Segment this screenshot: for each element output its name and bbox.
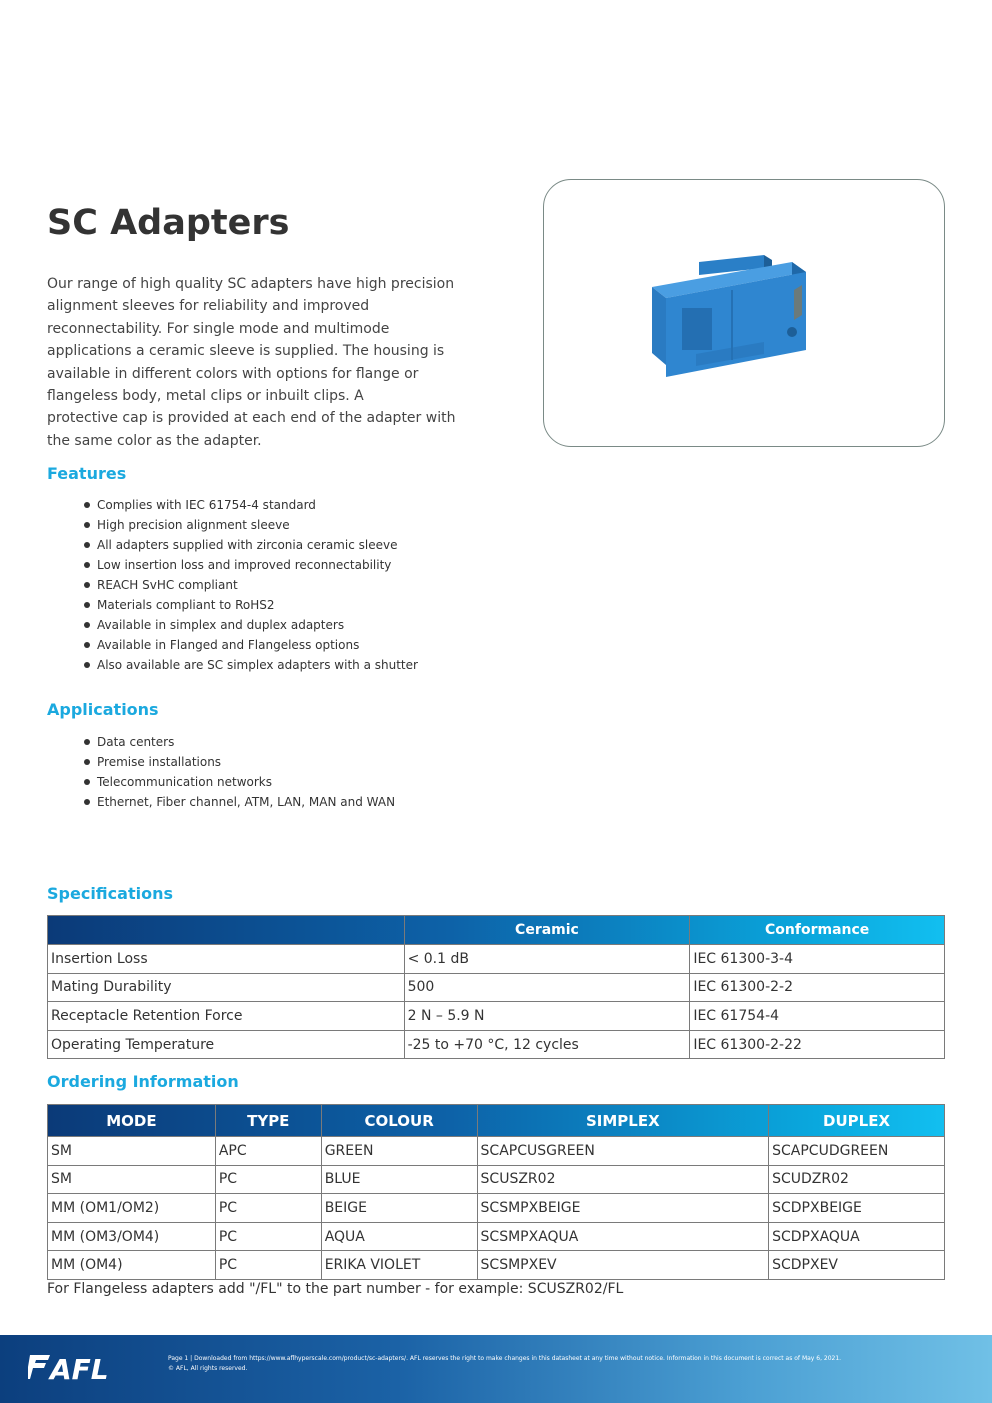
- specifications-table: [47, 915, 945, 1059]
- column-header: TYPE: [215, 1105, 321, 1137]
- table-header-row: [48, 916, 945, 945]
- list-item: Also available are SC simplex adapters with a shutter: [84, 655, 418, 675]
- list-item: REACH SvHC compliant: [84, 575, 418, 595]
- table-cell: MM (OM1/OM2): [48, 1194, 216, 1223]
- list-item: Premise installations: [84, 752, 395, 772]
- intro-line: flangeless body, metal clips or inbuilt clips. A: [47, 388, 364, 405]
- intro-line: protective cap is provided at each end of the adapter with: [47, 410, 456, 427]
- afl-logo: [28, 1349, 128, 1385]
- intro-paragraph: [47, 273, 456, 452]
- column-header: MODE: [48, 1105, 216, 1137]
- table-cell: SCSMPXEV: [477, 1251, 769, 1280]
- table-cell: PC: [215, 1222, 321, 1251]
- table-cell: Operating Temperature: [48, 1030, 405, 1059]
- intro-line: the same color as the adapter.: [47, 432, 262, 449]
- applications-heading: Applications: [47, 700, 159, 719]
- column-header: Ceramic: [404, 916, 690, 945]
- footer-text: [168, 1354, 841, 1373]
- table-row: [48, 1002, 945, 1031]
- list-item: All adapters supplied with zirconia ceramic sleeve: [84, 535, 418, 555]
- column-header: DUPLEX: [769, 1105, 945, 1137]
- page-title: SC Adapters: [47, 203, 290, 243]
- sc-adapter-product-image: [644, 250, 844, 390]
- table-cell: APC: [215, 1137, 321, 1166]
- table-cell: SCAPCUDGREEN: [769, 1137, 945, 1166]
- table-cell: SCSMPXBEIGE: [477, 1194, 769, 1223]
- list-item: Materials compliant to RoHS2: [84, 595, 418, 615]
- svg-text:AFL: AFL: [50, 1353, 109, 1385]
- table-cell: SM: [48, 1165, 216, 1194]
- table-row: [48, 973, 945, 1002]
- list-item: Low insertion loss and improved reconnectability: [84, 555, 418, 575]
- column-header: SIMPLEX: [477, 1105, 769, 1137]
- table-cell: GREEN: [321, 1137, 477, 1166]
- table-cell: AQUA: [321, 1222, 477, 1251]
- table-cell: ERIKA VIOLET: [321, 1251, 477, 1280]
- list-item: Available in simplex and duplex adapters: [84, 615, 418, 635]
- table-cell: BLUE: [321, 1165, 477, 1194]
- product-image-frame: [543, 179, 945, 447]
- footer-bar: [0, 1335, 992, 1403]
- intro-line: alignment sleeves for reliability and improved: [47, 298, 370, 315]
- ordering-heading: Ordering Information: [47, 1072, 239, 1091]
- table-cell: SCDPXBEIGE: [769, 1194, 945, 1223]
- column-header: [48, 916, 405, 945]
- table-cell: SCUSZR02: [477, 1165, 769, 1194]
- list-item: Telecommunication networks: [84, 772, 395, 792]
- table-cell: PC: [215, 1251, 321, 1280]
- table-row: [48, 1030, 945, 1059]
- column-header: Conformance: [690, 916, 945, 945]
- footer-copyright: © AFL, All rights reserved.: [168, 1364, 248, 1372]
- table-cell: IEC 61300-2-2: [690, 973, 945, 1002]
- intro-line: reconnectability. For single mode and multimode: [47, 320, 390, 337]
- flangeless-note: For Flangeless adapters add "/FL" to the part number - for example: SCUSZR02/FL: [47, 1281, 624, 1297]
- column-header: COLOUR: [321, 1105, 477, 1137]
- table-cell: -25 to +70 °C, 12 cycles: [404, 1030, 690, 1059]
- table-cell: MM (OM3/OM4): [48, 1222, 216, 1251]
- table-cell: PC: [215, 1194, 321, 1223]
- table-cell: MM (OM4): [48, 1251, 216, 1280]
- table-cell: < 0.1 dB: [404, 945, 690, 974]
- specifications-heading: Specifications: [47, 884, 173, 903]
- table-header-row: [48, 1105, 945, 1137]
- list-item: Available in Flanged and Flangeless options: [84, 635, 418, 655]
- table-cell: Mating Durability: [48, 973, 405, 1002]
- table-cell: SCAPCUSGREEN: [477, 1137, 769, 1166]
- features-list: [84, 495, 418, 675]
- table-row: [48, 1194, 945, 1223]
- list-item: Ethernet, Fiber channel, ATM, LAN, MAN and WAN: [84, 792, 395, 812]
- table-cell: IEC 61300-2-22: [690, 1030, 945, 1059]
- table-cell: 500: [404, 973, 690, 1002]
- table-row: [48, 1222, 945, 1251]
- intro-line: available in different colors with options for flange or: [47, 365, 419, 382]
- ordering-table: [47, 1104, 945, 1280]
- intro-line: applications a ceramic sleeve is supplied. The housing is: [47, 343, 445, 360]
- table-cell: IEC 61300-3-4: [690, 945, 945, 974]
- table-cell: SCDPXEV: [769, 1251, 945, 1280]
- features-heading: Features: [47, 464, 127, 483]
- list-item: Data centers: [84, 732, 395, 752]
- table-cell: Insertion Loss: [48, 945, 405, 974]
- table-cell: BEIGE: [321, 1194, 477, 1223]
- table-row: [48, 1137, 945, 1166]
- table-cell: SCDPXAQUA: [769, 1222, 945, 1251]
- list-item: High precision alignment sleeve: [84, 515, 418, 535]
- table-cell: 2 N – 5.9 N: [404, 1002, 690, 1031]
- table-cell: SCUDZR02: [769, 1165, 945, 1194]
- table-row: [48, 945, 945, 974]
- table-cell: SCSMPXAQUA: [477, 1222, 769, 1251]
- list-item: Complies with IEC 61754-4 standard: [84, 495, 418, 515]
- table-cell: SM: [48, 1137, 216, 1166]
- table-cell: IEC 61754-4: [690, 1002, 945, 1031]
- table-row: [48, 1165, 945, 1194]
- table-cell: PC: [215, 1165, 321, 1194]
- applications-list: [84, 732, 395, 812]
- table-row: [48, 1251, 945, 1280]
- footer-line: Page 1 | Downloaded from https://www.aflhyperscale.com/product/sc-adapters/. AFL reserves the right to make changes in this datasheet at any time without notice. Information in this document is correct as of May 6, 2021.: [168, 1355, 842, 1362]
- intro-line: Our range of high quality SC adapters have high precision: [47, 276, 455, 292]
- table-cell: Receptacle Retention Force: [48, 1002, 405, 1031]
